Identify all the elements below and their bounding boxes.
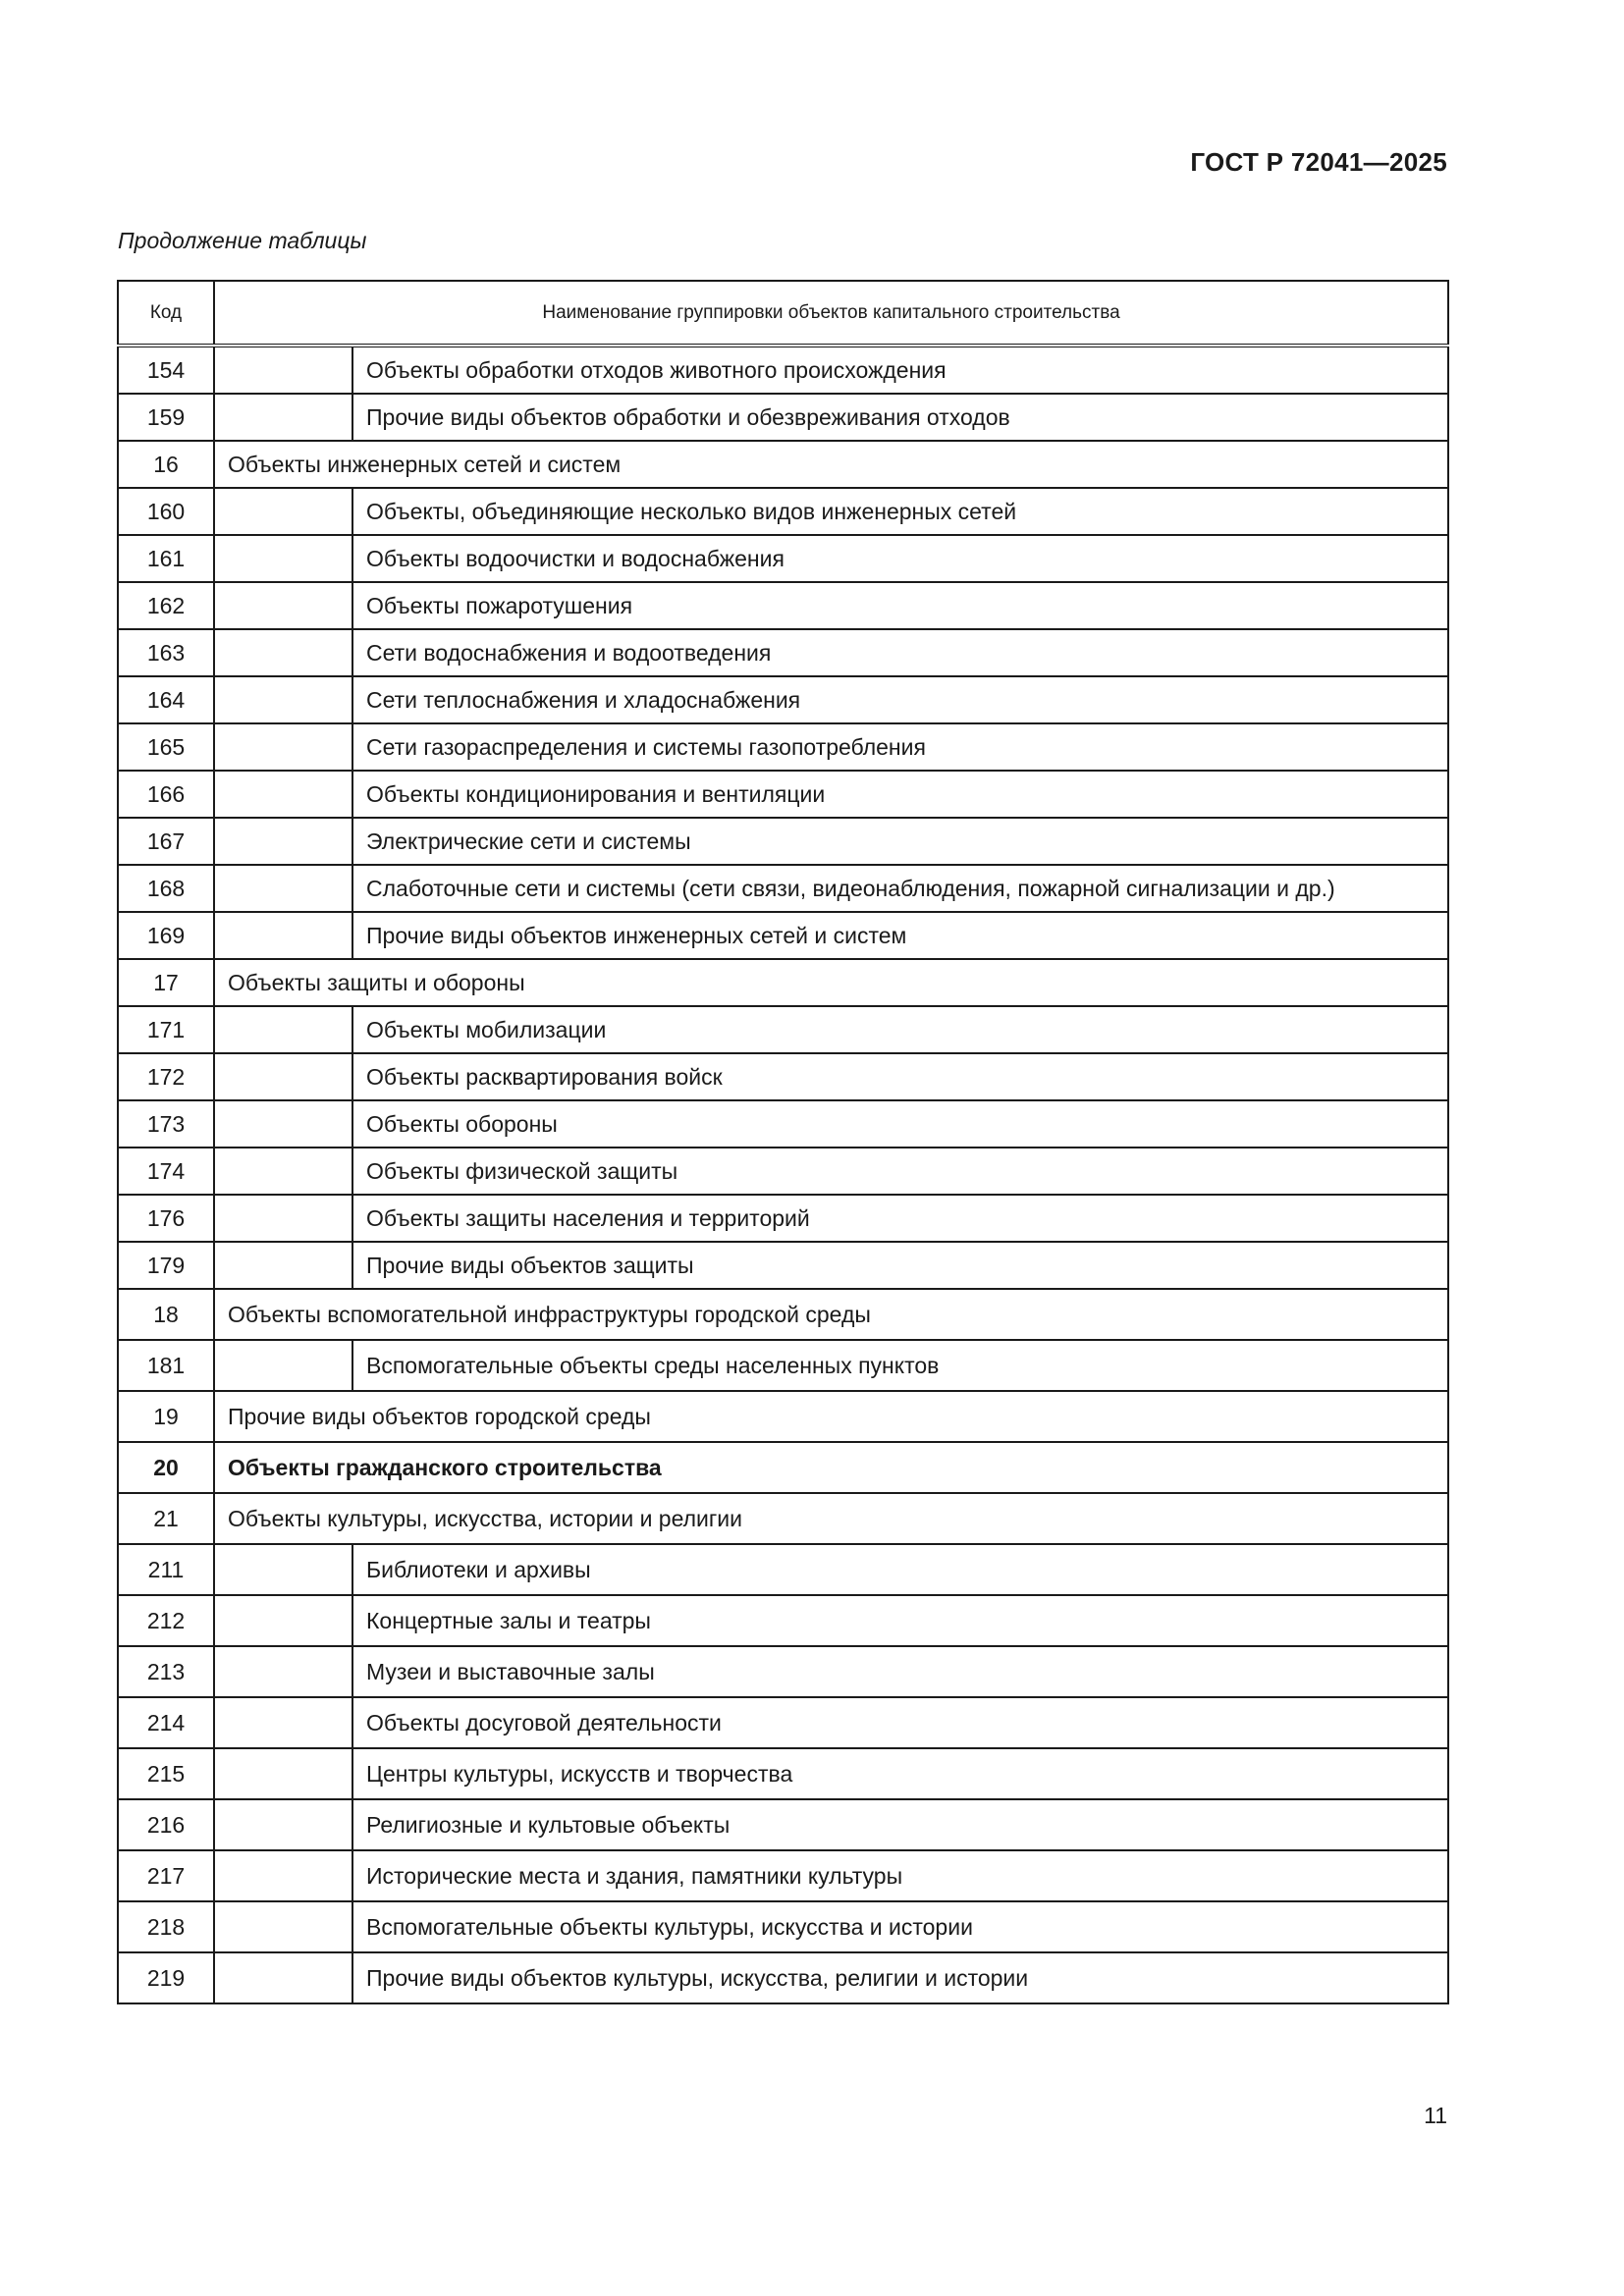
table-row <box>118 535 1448 582</box>
column-header-name: Наименование группировки объектов капитального строительства <box>214 281 1448 346</box>
row-code: 16 <box>118 441 214 488</box>
row-name: Объекты защиты населения и территорий <box>352 1195 1448 1242</box>
row-indent-cell <box>214 346 352 394</box>
row-name: Электрические сети и системы <box>352 818 1448 865</box>
row-indent-cell <box>214 1799 352 1850</box>
row-indent-cell <box>214 771 352 818</box>
row-code: 169 <box>118 912 214 959</box>
row-code: 165 <box>118 723 214 771</box>
row-code: 18 <box>118 1289 214 1340</box>
row-code: 173 <box>118 1100 214 1148</box>
row-name: Библиотеки и архивы <box>352 1544 1448 1595</box>
row-code: 213 <box>118 1646 214 1697</box>
row-code: 179 <box>118 1242 214 1289</box>
table-row <box>118 723 1448 771</box>
row-code: 217 <box>118 1850 214 1901</box>
table-row <box>118 1006 1448 1053</box>
row-code: 163 <box>118 629 214 676</box>
row-code: 212 <box>118 1595 214 1646</box>
row-code: 161 <box>118 535 214 582</box>
row-code: 214 <box>118 1697 214 1748</box>
row-indent-cell <box>214 1697 352 1748</box>
row-code: 218 <box>118 1901 214 1952</box>
row-code: 211 <box>118 1544 214 1595</box>
table-row <box>118 676 1448 723</box>
table-row-group <box>118 959 1448 1006</box>
row-indent-cell <box>214 488 352 535</box>
row-name: Объекты гражданского строительства <box>214 1442 1448 1493</box>
table-row-group <box>118 1493 1448 1544</box>
table-row <box>118 865 1448 912</box>
row-name: Прочие виды объектов инженерных сетей и систем <box>352 912 1448 959</box>
row-code: 154 <box>118 346 214 394</box>
row-code: 171 <box>118 1006 214 1053</box>
document-id: ГОСТ Р 72041—2025 <box>1190 147 1447 177</box>
row-name: Сети теплоснабжения и хладоснабжения <box>352 676 1448 723</box>
row-name: Объекты инженерных сетей и систем <box>214 441 1448 488</box>
table-row <box>118 1195 1448 1242</box>
row-name: Концертные залы и театры <box>352 1595 1448 1646</box>
row-indent-cell <box>214 1340 352 1391</box>
classification-table <box>117 280 1449 2004</box>
row-code: 164 <box>118 676 214 723</box>
row-name: Прочие виды объектов культуры, искусства, религии и истории <box>352 1952 1448 2003</box>
table-row-group <box>118 441 1448 488</box>
table-row <box>118 346 1448 394</box>
row-name: Слаботочные сети и системы (сети связи, видеонаблюдения, пожарной сигнализации и др.) <box>352 865 1448 912</box>
table-row <box>118 1053 1448 1100</box>
row-name: Объекты кондиционирования и вентиляции <box>352 771 1448 818</box>
row-indent-cell <box>214 1242 352 1289</box>
table-row <box>118 1340 1448 1391</box>
row-name: Сети газораспределения и системы газопотребления <box>352 723 1448 771</box>
row-indent-cell <box>214 723 352 771</box>
row-indent-cell <box>214 676 352 723</box>
row-name: Объекты досуговой деятельности <box>352 1697 1448 1748</box>
table-row <box>118 1952 1448 2003</box>
row-indent-cell <box>214 1748 352 1799</box>
row-name: Объекты культуры, искусства, истории и религии <box>214 1493 1448 1544</box>
row-code: 21 <box>118 1493 214 1544</box>
table-row <box>118 1148 1448 1195</box>
row-name: Объекты обработки отходов животного происхождения <box>352 346 1448 394</box>
table-row <box>118 629 1448 676</box>
row-code: 176 <box>118 1195 214 1242</box>
row-indent-cell <box>214 1006 352 1053</box>
page-number: 11 <box>1424 2103 1447 2128</box>
table-row-group <box>118 1289 1448 1340</box>
row-code: 166 <box>118 771 214 818</box>
row-name: Объекты мобилизации <box>352 1006 1448 1053</box>
row-indent-cell <box>214 865 352 912</box>
row-indent-cell <box>214 1544 352 1595</box>
row-code: 181 <box>118 1340 214 1391</box>
row-code: 17 <box>118 959 214 1006</box>
table-row <box>118 1544 1448 1595</box>
row-name: Объекты водоочистки и водоснабжения <box>352 535 1448 582</box>
row-indent-cell <box>214 1850 352 1901</box>
row-name: Объекты физической защиты <box>352 1148 1448 1195</box>
table-row <box>118 1748 1448 1799</box>
table-row <box>118 1850 1448 1901</box>
row-indent-cell <box>214 1148 352 1195</box>
row-name: Объекты защиты и обороны <box>214 959 1448 1006</box>
row-code: 219 <box>118 1952 214 2003</box>
row-indent-cell <box>214 629 352 676</box>
table-row <box>118 1646 1448 1697</box>
row-name: Прочие виды объектов обработки и обезвреживания отходов <box>352 394 1448 441</box>
row-name: Объекты пожаротушения <box>352 582 1448 629</box>
row-name: Исторические места и здания, памятники культуры <box>352 1850 1448 1901</box>
row-code: 167 <box>118 818 214 865</box>
table-header-row <box>118 281 1448 346</box>
row-code: 159 <box>118 394 214 441</box>
row-code: 215 <box>118 1748 214 1799</box>
row-indent-cell <box>214 394 352 441</box>
row-code: 216 <box>118 1799 214 1850</box>
row-name: Центры культуры, искусств и творчества <box>352 1748 1448 1799</box>
table-row <box>118 818 1448 865</box>
table-row-section <box>118 1442 1448 1493</box>
row-name: Объекты обороны <box>352 1100 1448 1148</box>
row-name: Прочие виды объектов защиты <box>352 1242 1448 1289</box>
table-row <box>118 1697 1448 1748</box>
table-row <box>118 1595 1448 1646</box>
row-indent-cell <box>214 582 352 629</box>
row-indent-cell <box>214 1901 352 1952</box>
row-code: 174 <box>118 1148 214 1195</box>
row-indent-cell <box>214 1952 352 2003</box>
row-name: Объекты вспомогательной инфраструктуры городской среды <box>214 1289 1448 1340</box>
row-name: Религиозные и культовые объекты <box>352 1799 1448 1850</box>
table-row <box>118 488 1448 535</box>
row-name: Объекты расквартирования войск <box>352 1053 1448 1100</box>
table-continuation-caption: Продолжение таблицы <box>118 228 367 253</box>
row-indent-cell <box>214 1646 352 1697</box>
row-name: Музеи и выставочные залы <box>352 1646 1448 1697</box>
row-name: Объекты, объединяющие несколько видов инженерных сетей <box>352 488 1448 535</box>
table-row <box>118 1901 1448 1952</box>
table-row <box>118 394 1448 441</box>
table-row-group <box>118 1391 1448 1442</box>
table-row <box>118 1100 1448 1148</box>
row-name: Вспомогательные объекты культуры, искусства и истории <box>352 1901 1448 1952</box>
row-code: 19 <box>118 1391 214 1442</box>
table-row <box>118 912 1448 959</box>
row-indent-cell <box>214 1195 352 1242</box>
row-name: Прочие виды объектов городской среды <box>214 1391 1448 1442</box>
row-code: 20 <box>118 1442 214 1493</box>
row-name: Сети водоснабжения и водоотведения <box>352 629 1448 676</box>
table-row <box>118 1242 1448 1289</box>
row-code: 168 <box>118 865 214 912</box>
row-name: Вспомогательные объекты среды населенных пунктов <box>352 1340 1448 1391</box>
row-code: 162 <box>118 582 214 629</box>
row-code: 160 <box>118 488 214 535</box>
row-indent-cell <box>214 818 352 865</box>
row-indent-cell <box>214 1595 352 1646</box>
table-row <box>118 582 1448 629</box>
row-indent-cell <box>214 1100 352 1148</box>
column-header-code: Код <box>118 281 214 346</box>
table-row <box>118 1799 1448 1850</box>
row-indent-cell <box>214 912 352 959</box>
row-indent-cell <box>214 1053 352 1100</box>
row-indent-cell <box>214 535 352 582</box>
table-row <box>118 771 1448 818</box>
row-code: 172 <box>118 1053 214 1100</box>
